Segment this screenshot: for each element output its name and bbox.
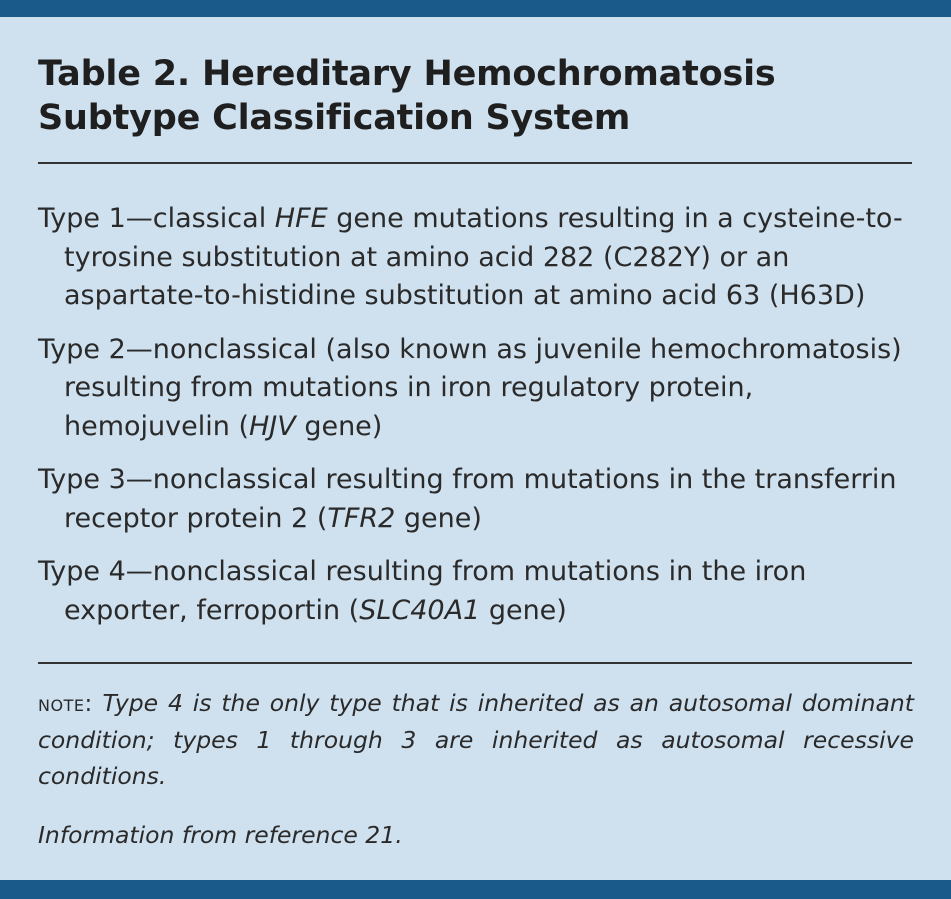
type-1-prefix: Type 1—classical <box>38 203 275 234</box>
source-citation: Information from reference 21. <box>38 821 403 849</box>
list-item-type-3 <box>38 461 918 538</box>
type-4-gene: SLC40A1 <box>359 594 481 626</box>
bottom-border-band <box>0 880 951 899</box>
note-label: note: <box>38 691 93 717</box>
type-2-gene: HJV <box>248 410 296 442</box>
type-2-prefix: Type 2—nonclassical (also known as juvenile hemochromatosis) resulting from mutations in iron regulatory protein, hemojuvelin ( <box>38 333 902 442</box>
type-2-suffix: gene) <box>295 410 383 442</box>
type-4-prefix: Type 4—nonclassical resulting from mutations in the iron exporter, ferroportin ( <box>38 556 807 626</box>
list-item-type-1 <box>38 200 918 316</box>
type-3-suffix: gene) <box>395 502 482 534</box>
list-divider <box>38 662 912 664</box>
list-item-type-2 <box>38 331 918 447</box>
table-note <box>38 685 914 794</box>
note-text: Type 4 is the only type that is inherited as an autosomal dominant condition; types 1 through 3 are inherited as autosomal recessive conditions. <box>38 689 914 790</box>
subtype-list <box>38 200 918 630</box>
type-1-gene: HFE <box>274 203 328 234</box>
top-border-band <box>0 0 951 17</box>
type-1-suffix: gene mutations resulting in a cysteine-to-tyrosine substitution at amino acid 282 (C282Y) or an aspartate-to-histidine substitution at amino acid 63 (H63D) <box>64 203 903 311</box>
list-item-type-4 <box>38 553 918 630</box>
type-3-gene: TFR2 <box>327 502 396 534</box>
title-divider <box>38 162 912 164</box>
table-title: Table 2. Hereditary Hemochromatosis Subtype Classification System <box>38 54 776 138</box>
type-3-prefix: Type 3—nonclassical resulting from mutations in the transferrin receptor protein 2 ( <box>38 464 897 534</box>
type-4-suffix: gene) <box>480 594 567 626</box>
